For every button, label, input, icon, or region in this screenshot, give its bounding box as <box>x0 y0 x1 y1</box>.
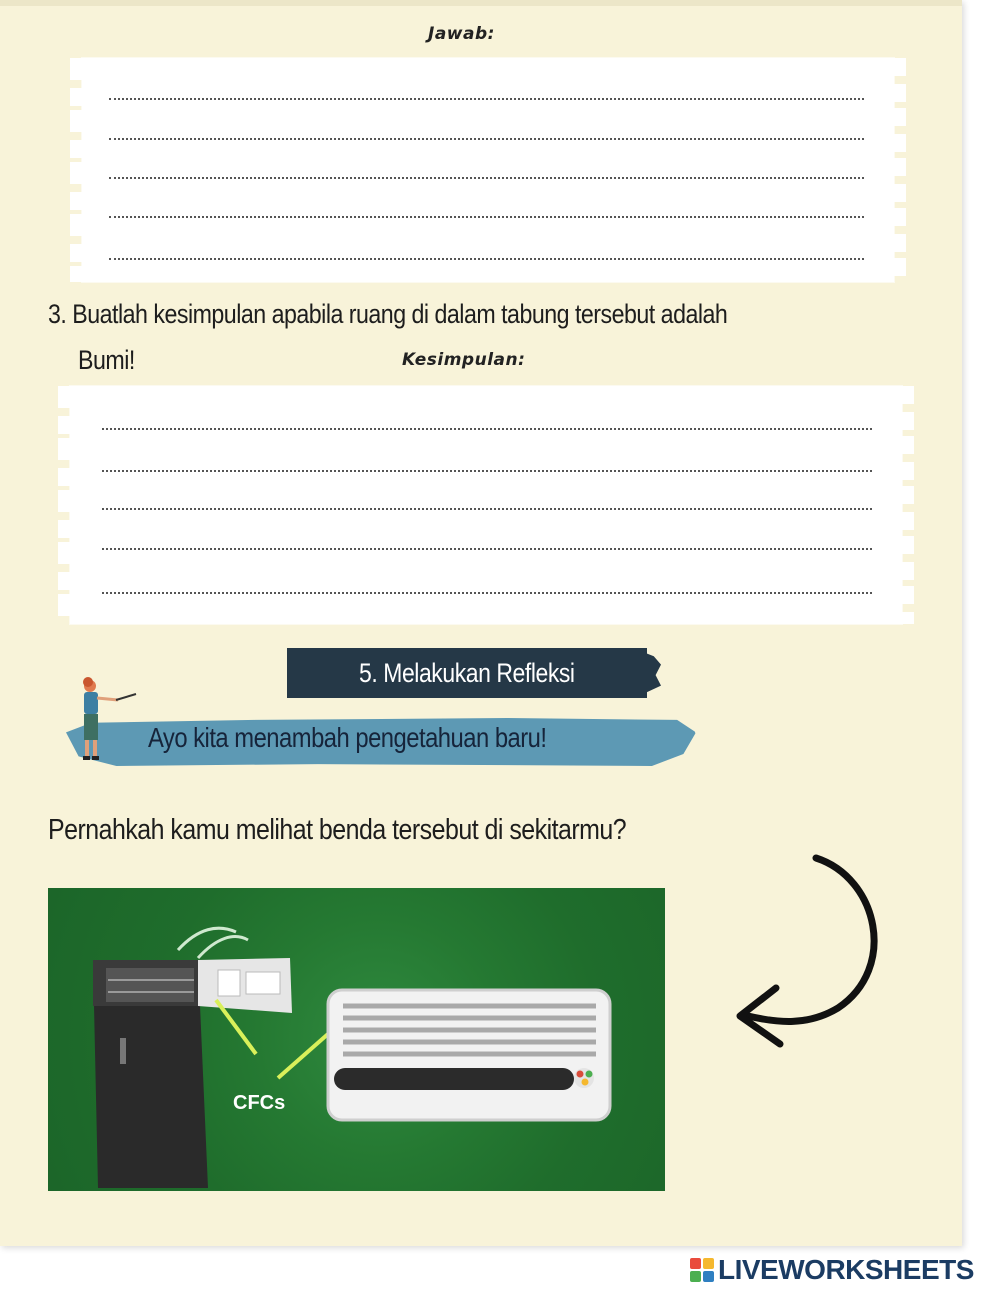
section-subtitle: Ayo kita menambah pengetahuan baru! <box>148 722 547 753</box>
answer-line[interactable] <box>109 216 864 218</box>
answer-line[interactable] <box>109 138 864 140</box>
answer-line[interactable] <box>109 98 864 100</box>
answer-line[interactable] <box>102 428 872 430</box>
section-title-banner <box>287 648 647 698</box>
cfc-label: CFCs <box>233 1092 286 1114</box>
teacher-pointing-icon <box>70 674 142 764</box>
reflection-question: Pernahkah kamu melihat benda tersebut di sekitarmu? <box>48 814 627 846</box>
answer-line[interactable] <box>102 508 872 510</box>
liveworksheets-logo[interactable] <box>690 1252 974 1288</box>
answer-label-kesimpulan: Kesimpulan: <box>402 350 526 370</box>
answer-line[interactable] <box>109 177 864 179</box>
cfc-appliances-illustration <box>48 888 665 1191</box>
answer-line[interactable] <box>102 548 872 550</box>
page-top-edge <box>0 0 962 6</box>
answer-line[interactable] <box>102 470 872 472</box>
question-text: Buatlah kesimpulan apabila ruang di dalam tabung tersebut adalah <box>72 299 728 329</box>
question-number: 3. <box>48 299 67 329</box>
answer-line[interactable] <box>102 592 872 594</box>
answer-line[interactable] <box>109 258 864 260</box>
curved-arrow-icon <box>728 848 898 1058</box>
logo-text: LIVEWORKSHEETS <box>718 1254 974 1285</box>
answer-label-jawab: Jawab: <box>428 24 495 44</box>
fridge-and-air-conditioner-icon <box>48 888 665 1191</box>
question-3-line-2: Bumi! <box>78 345 135 375</box>
answer-box-1 <box>82 58 894 282</box>
logo-grid-icon <box>690 1258 714 1282</box>
question-3-line-1 <box>48 292 727 336</box>
section-title: 5. Melakukan Refleksi <box>359 657 575 688</box>
answer-box-2 <box>70 386 902 624</box>
